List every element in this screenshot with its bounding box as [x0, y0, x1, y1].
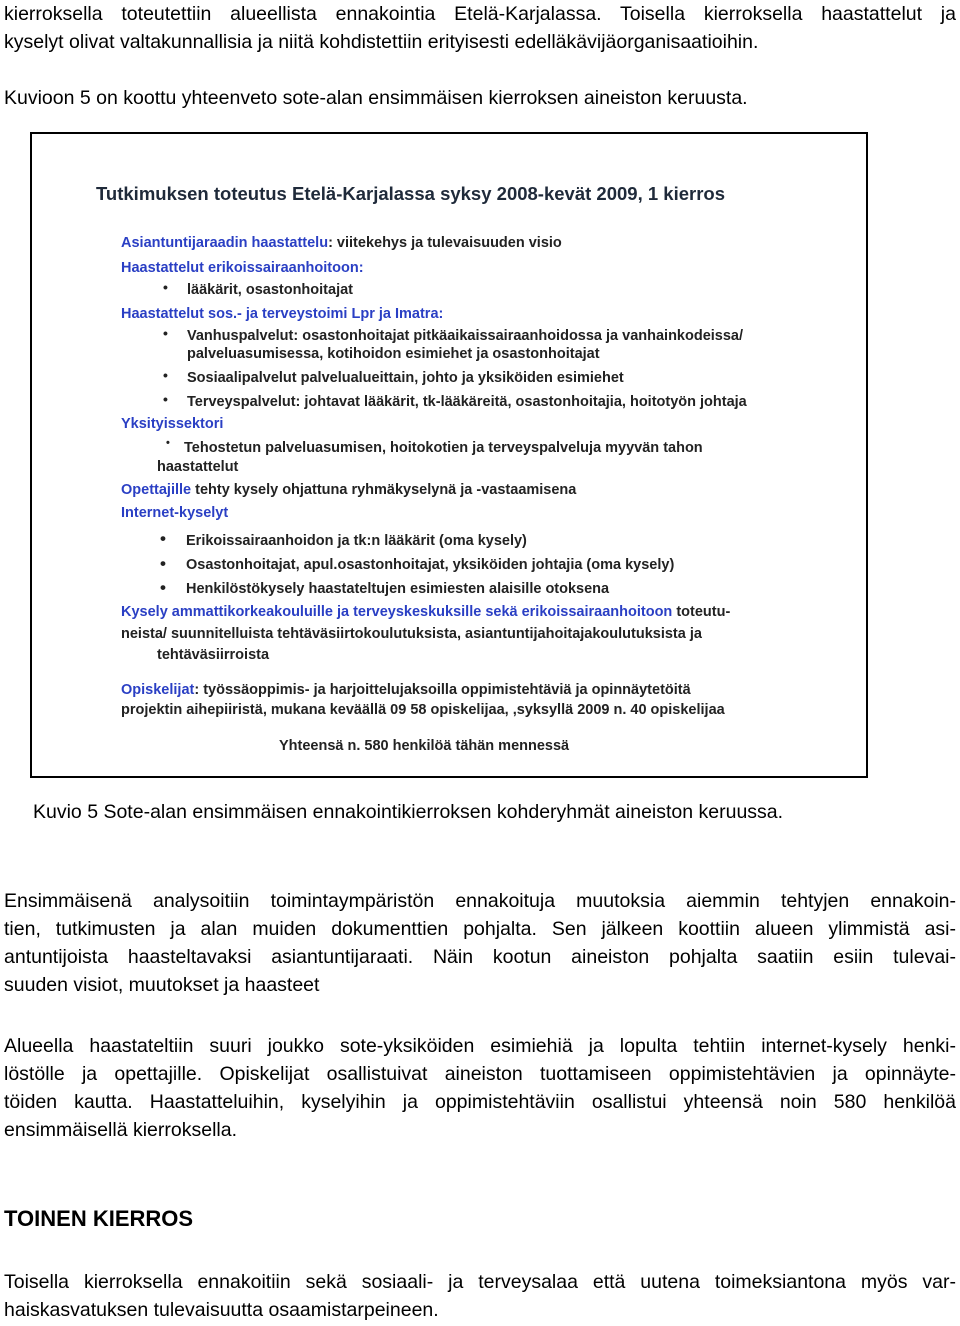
polytechnic-survey-continued: neista/ suunnitelluista tehtäväsiirtokoulutuksista, asiantuntijahoitajakoulutuksista ja: [121, 626, 702, 642]
bullet-icon: •: [163, 279, 168, 295]
expert-panel-line: [121, 233, 562, 253]
students-label: Opiskelijat: [121, 682, 195, 698]
private-item: Tehostetun palveluasumisen, hoitokotien ja terveyspalveluja myyvän tahon: [184, 440, 703, 456]
text-line: ensimmäisellä kierroksella.: [4, 1119, 237, 1141]
students-line: [121, 680, 691, 700]
bullet-icon: •: [163, 367, 168, 383]
social-interviews-label: Haastattelut sos.: [121, 306, 238, 322]
social-item-continued: palveluasumisessa, kotihoidon esimiehet ja osastonhoitajat: [187, 346, 600, 362]
internet-item: Erikoissairaanhoidon ja tk:n lääkärit (oma kysely): [186, 533, 527, 549]
students-text: : työssäoppimis- ja harjoittelujaksoilla oppimistehtäviä ja opinnäytetöitä: [194, 682, 691, 698]
internet-item: Henkilöstökysely haastateltujen esimiesten alaisille otoksena: [186, 581, 610, 597]
text-line: kyselyt olivat valtakunnallisia ja niitä kohdistettiin erityisesti edelläkävijäorganisaatioihin.: [4, 31, 759, 53]
hospital-interviews-label: Haastattelut erikoissairaanhoitoon:: [121, 260, 364, 276]
teachers-label: Opettajille: [121, 482, 192, 498]
polytechnic-survey-continued: tehtäväsiirroista: [157, 647, 270, 663]
body-paragraph-2: [4, 1032, 956, 1144]
social-interviews-label-rest: - ja terveystoimi Lpr ja Imatra:: [237, 306, 444, 322]
expert-panel-label: Asiantuntijaraadin haastattelu: [121, 235, 329, 251]
social-item: Vanhuspalvelut: osastonhoitajat pitkäaikaissairaanhoidossa ja vanhainkodeissa/: [187, 328, 744, 344]
bullet-icon: •: [163, 391, 168, 407]
section-paragraph: [4, 1268, 956, 1324]
polytechnic-survey-label: Kysely ammattikorkeakouluille ja terveyskeskuksille sekä erikoissairaanhoitoon: [121, 604, 673, 620]
total-participants: Yhteensä n. 580 henkilöä tähän mennessä: [279, 738, 570, 754]
text-line: kierroksella toteutettiin alueellista ennakointia Etelä-Karjalassa. Toisella kierroksella haastattelut ja: [4, 3, 956, 25]
text-line: haiskasvatuksen tulevaisuutta osaamistarpeineen.: [4, 1299, 439, 1321]
internet-surveys-label: Internet-kyselyt: [121, 505, 229, 521]
expert-panel-text: : viitekehys ja tulevaisuuden visio: [328, 235, 562, 251]
text-line: Ensimmäisenä analysoitiin toimintaympäristön ennakoituja muutoksia aiemmin tehtyjen ennakoin-: [4, 890, 956, 912]
intro-paragraph-2: [4, 84, 956, 112]
students-continued: projektin aihepiiristä, mukana keväällä 09 58 opiskelijaa, ,syksyllä 2009 n. 40 opiskelijaa: [121, 702, 725, 718]
social-interviews-line: [121, 304, 443, 324]
social-item: Terveyspalvelut: johtavat lääkärit, tk-lääkäreitä, osastonhoitajia, hoitotyön johtaja: [187, 394, 747, 410]
text-line: suuden visiot, muutokset ja haasteet: [4, 974, 320, 996]
bullet-icon: •: [163, 325, 168, 341]
text-line: Alueella haastateltiin suuri joukko sote-yksiköiden esimiehiä ja lopulta tehtiin internet-kysely henki-: [4, 1035, 956, 1057]
body-paragraph-1: [4, 887, 956, 999]
bullet-icon: •: [160, 578, 166, 597]
private-sector-label: Yksityissektori: [121, 416, 224, 432]
text-line: Toisella kierroksella ennakoitiin sekä sosiaali- ja terveysalaa että uutena toimeksiantona myös var-: [4, 1271, 956, 1293]
text-line: tien, tutkimusten ja alan muiden dokumenttien pohjalta. Sen jälkeen koottiin alueen ylimmistä asi-: [4, 918, 956, 940]
figure-caption: Kuvio 5 Sote-alan ensimmäisen ennakointikierroksen kohderyhmät aineiston keruussa.: [33, 801, 784, 823]
polytechnic-survey-line: [121, 602, 730, 622]
text-line: Kuvioon 5 on koottu yhteenveto sote-alan ensimmäisen kierroksen aineiston keruusta.: [4, 87, 748, 109]
private-item-continued: haastattelut: [157, 459, 239, 475]
teachers-line: [121, 480, 576, 500]
teachers-text: tehty kysely ohjattuna ryhmäkyselynä ja -vastaamisena: [191, 482, 577, 498]
internet-item: Osastonhoitajat, apul.osastonhoitajat, yksiköiden johtajia (oma kysely): [186, 557, 675, 573]
polytechnic-survey-text: toteutu-: [672, 604, 731, 620]
bullet-icon: •: [160, 529, 166, 548]
social-item: Sosiaalipalvelut palvelualueittain, johto ja yksiköiden esimiehet: [187, 370, 624, 386]
bullet-icon: •: [160, 554, 166, 573]
hospital-item: lääkärit, osastonhoitajat: [187, 282, 353, 298]
intro-paragraph-1: [4, 0, 956, 56]
text-line: löstölle ja opettajille. Opiskelijat osallistuivat aineiston tuottamiseen oppimistehtävien ja opinnäyte-: [4, 1063, 956, 1085]
text-line: antuntijoista haasteltavaksi asiantuntijaraati. Näin kootun aineiston pohjalta saatiin esiin tulevai-: [4, 946, 956, 968]
section-heading: TOINEN KIERROS: [4, 1206, 194, 1231]
figure-title: Tutkimuksen toteutus Etelä-Karjalassa syksy 2008-kevät 2009, 1 kierros: [96, 183, 725, 204]
text-line: töiden kautta. Haastatteluihin, kyselyihin ja oppimistehtäviin osallistui yhteensä noin 580 henkilöä: [4, 1091, 956, 1113]
bullet-icon: •: [166, 437, 170, 449]
